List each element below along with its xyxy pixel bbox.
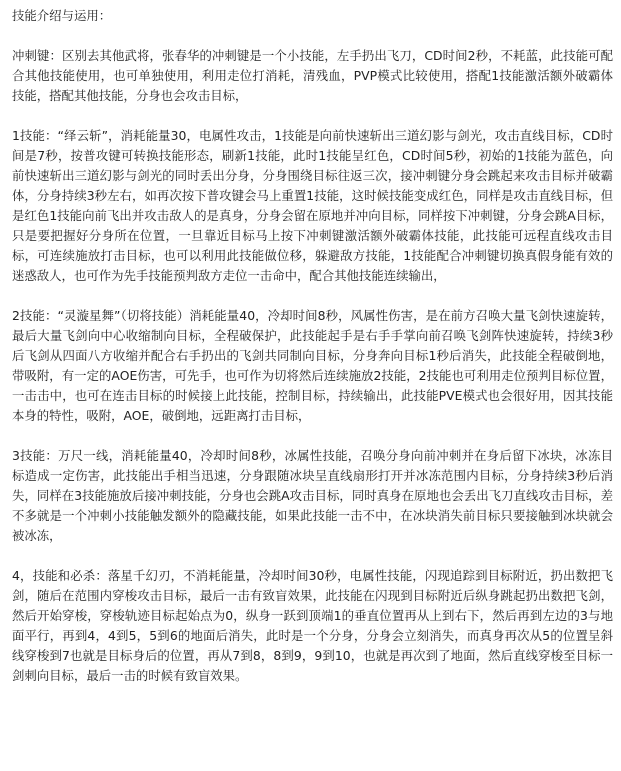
document-page (12, 6, 613, 771)
para-skill-3: 3技能：万尺一线，消耗能量40，冷却时间8秒，冰属性技能，召唤分身向前冲刺并在身后留下冰块，冰冻目标造成一定伤害，此技能出手相当迅速，分身跟随冰块呈直线扇形打开并冰冻范围内目标，分身持续3秒后消失，同样在3技能施放后接冲刺技能，分身也会跳A攻击目标，同时真身在原地也会丢出飞刀直线攻击目标，差不多就是一个冲刺小技能触发额外的隐藏技能，如果此技能一击不中，在冰块消失前目标只要接触到冰块就会被冰冻， (12, 448, 613, 543)
para-skill-2: 2技能：“灵漩星舞”（切将技能）消耗能量40，冷却时间8秒，风属性伤害，是在前方召唤大量飞剑快速旋转，最后大量飞剑向中心收缩制向目标，全程破保护，此技能起手是右手手掌向前召唤飞剑阵快速旋转，持续3秒后飞剑从四面八方收缩并配合右手扔出的飞剑共同制向目标，分身奔向目标1秒后消失，此技能全程破倒地，带吸附，有一定的AOE伤害，可先手，也可作为切将然后连续施放2技能，2技能也可利用走位预判目标位置，一击击中，也可在连击目标的时候接上此技能，控制目标，持续输出，此技能PVE模式也会很好用，因其技能本身的特性，吸附，AOE，破倒地，远距离打击目标， (12, 308, 613, 423)
para-skill-4-ultimate: 4，技能和必杀：落星千幻刃，不消耗能量，冷却时间30秒，电属性技能，闪现追踪到目标附近，扔出数把飞剑，随后在范围内穿梭攻击目标，最后一击有致盲效果，此技能在闪现到目标附近后纵身跳起扔出数把飞剑，然后开始穿梭，穿梭轨迹目标起始点为0，纵身一跃到顶端1的垂直位置再从上到右下，然后再到左边的3与地面平行，再到4，4到5，5到6的地面后消失，此时是一个分身，分身会立刻消失，而真身再次从5的位置呈斜线穿梭到7也就是目标身后的位置，再从7到8，8到9，9到10，也就是再次到了地面，然后直线穿梭至目标一剑刺向目标，最后一击的时候有致盲效果。 (12, 568, 613, 683)
para-dash-skill: 冲刺键：区别去其他武将，张春华的冲刺键是一个小技能，左手扔出飞刀，CD时间2秒，不耗蓝，此技能可配合其他技能使用，也可单独使用，利用走位打消耗，清残血，PVP模式比较使用，搭配1技能激活额外破霸体技能，搭配其他技能，分身也会攻击目标， (12, 48, 613, 103)
para-skill-1: 1技能：“绎云斩”，消耗能量30，电属性攻击，1技能是向前快速斩出三道幻影与剑光，攻击直线目标，CD时间是7秒，按普攻键可转换技能形态，刷新1技能，此时1技能呈红色，CD时间5秒，初始的1技能为蓝色，向前快速斩出三道幻影与剑光的同时丢出分身，分身围绕目标往返三次，接冲刺键分身会跳起来攻击目标并破霸体，分身持续3秒左右，如再次按下普攻键会马上重置1技能，这时候技能变成红色，同样是攻击直线目标，但是红色1技能向前飞出并攻击敌人的是真身，分身会留在原地并冲向目标，同样按下冲刺键，分身会跳A目标，只是要把握好分身所在位置，一旦靠近目标马上按下冲刺键激活额外破霸体技能，此技能可远程直线攻击目标，可连续施放打击目标，也可以利用此技能做位移，躲避敌方技能，1技能配合冲刺键切换真假身能有效的迷惑敌人，也可作为先手技能预判敌方走位一击命中，配合其他技能连续输出， (12, 128, 613, 283)
doc-title: 技能介绍与运用： (12, 8, 112, 23)
